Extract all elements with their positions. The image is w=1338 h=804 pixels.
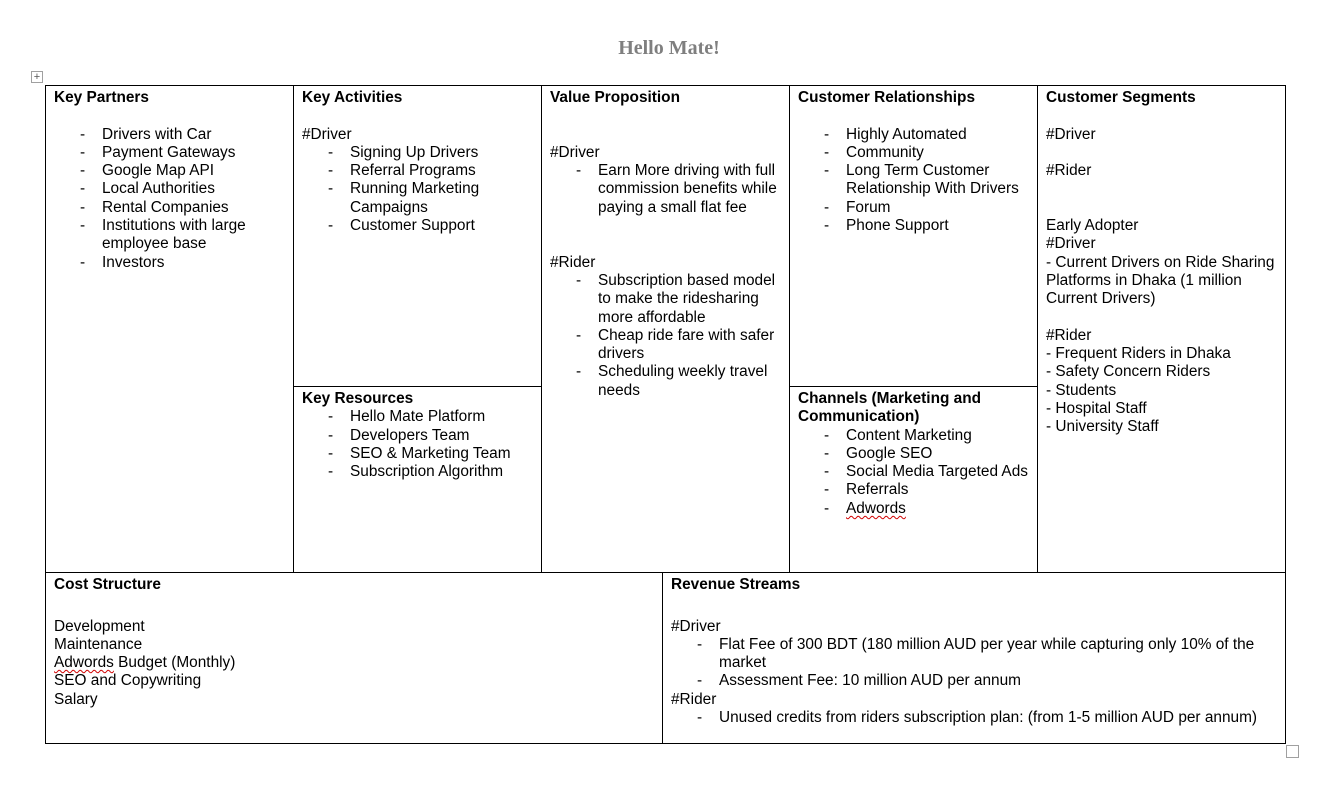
line-text: Early Adopter (1046, 217, 1139, 235)
list-item (302, 408, 535, 426)
line-text: Salary (54, 690, 98, 708)
line-text: Signing Up Drivers (350, 143, 479, 161)
list-item (550, 272, 783, 327)
line-text: Customer Support (350, 217, 475, 235)
list-item (798, 217, 1031, 235)
text-line (671, 618, 1279, 636)
cell-customer-relationships (789, 85, 1038, 387)
list-item (302, 144, 535, 162)
text-line (1046, 363, 1279, 381)
line-text: Earn More driving with full commission benefits while paying a small flat fee (598, 162, 777, 216)
line-text: #Rider (1046, 162, 1092, 180)
table-move-handle-icon[interactable]: + (31, 71, 43, 83)
line-text: SEO and Copywriting (54, 672, 202, 690)
text-line (1046, 126, 1279, 144)
list-item (798, 144, 1031, 162)
cell-customer-segments (1037, 85, 1286, 573)
cell-value-proposition (541, 85, 790, 573)
cell-heading: Key Activities (302, 89, 403, 106)
line-text: Maintenance (54, 635, 143, 653)
list-item (550, 162, 783, 217)
line-text: - Frequent Riders in Dhaka (1046, 345, 1231, 363)
list-item (54, 180, 287, 198)
text-line (54, 672, 656, 690)
text-rest: Budget (Monthly) (113, 654, 236, 672)
cell-heading: Revenue Streams (671, 576, 801, 593)
line-text: Rental Companies (102, 198, 229, 216)
cell-heading: Key Resources (302, 390, 414, 407)
list-item (798, 500, 1031, 518)
spelling-flagged-word: Adwords (54, 654, 114, 672)
line-text: - Hospital Staff (1046, 400, 1147, 418)
list-item (54, 254, 287, 272)
blank-line (1046, 199, 1279, 217)
line-text: Drivers with Car (102, 125, 212, 143)
cell-key-partners (45, 85, 294, 573)
cell-heading: Key Partners (54, 89, 149, 106)
line-text: Hello Mate Platform (350, 408, 486, 426)
text-line (302, 126, 535, 144)
document-title: Hello Mate! (618, 37, 720, 59)
list-item (302, 427, 535, 445)
list-item (302, 180, 535, 217)
list-item (302, 463, 535, 481)
line-text: Google Map API (102, 162, 215, 180)
text-line (1046, 382, 1279, 400)
text-line (1046, 345, 1279, 363)
list-item (54, 144, 287, 162)
list-item (798, 445, 1031, 463)
line-text: Running Marketing Campaigns (350, 180, 480, 216)
cell-cost-structure (45, 572, 663, 744)
blank-line (550, 235, 783, 253)
line-text: Social Media Targeted Ads (846, 463, 1028, 481)
list-item (798, 463, 1031, 481)
text-line (1046, 162, 1279, 180)
line-text: Cheap ride fare with safer drivers (598, 326, 775, 363)
text-line (54, 618, 656, 636)
line-text: Referral Programs (350, 162, 476, 180)
list-item (671, 672, 1279, 690)
blank-line (1046, 107, 1279, 125)
text-line (550, 144, 783, 162)
line-text: #Rider (1046, 326, 1092, 344)
list-item (54, 199, 287, 217)
cell-heading: Customer Relationships (798, 89, 976, 106)
line-text: - University Staff (1046, 418, 1159, 436)
line-text: SEO & Marketing Team (350, 444, 511, 462)
blank-line (1046, 309, 1279, 327)
list-item (54, 126, 287, 144)
text-line (1046, 400, 1279, 418)
list-item (671, 709, 1279, 727)
blank-line (54, 107, 287, 125)
blank-line (671, 599, 1279, 617)
cell-heading: Cost Structure (54, 576, 161, 593)
cell-key-resources (293, 386, 542, 573)
list-item (54, 217, 287, 254)
line-text: #Driver (1046, 125, 1096, 143)
cell-revenue-streams (662, 572, 1286, 744)
table-resize-handle[interactable] (1286, 745, 1299, 758)
blank-line (1046, 180, 1279, 198)
line-text: Forum (846, 198, 891, 216)
blank-line (550, 107, 783, 125)
blank-line (54, 599, 656, 617)
line-text: - Current Drivers on Ride Sharing Platforms in Dhaka (1 million Current Drivers) (1046, 253, 1275, 308)
blank-line (302, 107, 535, 125)
line-text: #Rider (671, 690, 717, 708)
text-line (54, 654, 656, 672)
text-line (1046, 418, 1279, 436)
cell-channels (789, 386, 1038, 573)
line-text: #Driver (302, 125, 352, 143)
line-text: Long Term Customer Relationship With Drivers (846, 162, 1019, 198)
cell-heading: Customer Segments (1046, 89, 1196, 106)
line-text: Adwords (846, 499, 906, 517)
text-line (1046, 235, 1279, 253)
line-text: Phone Support (846, 217, 949, 235)
line-text: - Students (1046, 381, 1117, 399)
cell-heading: Value Proposition (550, 89, 680, 106)
list-item (671, 636, 1279, 673)
line-text: Development (54, 617, 145, 635)
text-line (671, 691, 1279, 709)
cell-heading: Channels (Marketing and Communication) (798, 390, 982, 426)
list-item (550, 327, 783, 364)
list-item (550, 363, 783, 400)
line-text: Community (846, 143, 924, 161)
line-text: Referrals (846, 481, 909, 499)
text-line (550, 254, 783, 272)
line-text: Assessment Fee: 10 million AUD per annum (719, 672, 1021, 690)
line-text: Institutions with large employee base (102, 217, 246, 253)
line-text: Scheduling weekly travel needs (598, 363, 768, 399)
line-text: Unused credits from riders subscription plan: (from 1-5 million AUD per annum) (719, 709, 1258, 727)
line-text: Investors (102, 253, 165, 271)
blank-line (1046, 144, 1279, 162)
blank-line (550, 126, 783, 144)
text-line (1046, 254, 1279, 309)
blank-line (550, 217, 783, 235)
cell-key-activities (293, 85, 542, 387)
line-text: Local Authorities (102, 180, 215, 198)
text-line (54, 636, 656, 654)
line-text: Developers Team (350, 426, 470, 444)
line-text: #Rider (550, 253, 596, 271)
list-item (302, 445, 535, 463)
list-item (54, 162, 287, 180)
line-text: Google SEO (846, 444, 933, 462)
line-text: Flat Fee of 300 BDT (180 million AUD per year while capturing only 10% of the market (719, 635, 1255, 672)
list-item (302, 162, 535, 180)
list-item (798, 162, 1031, 199)
line-text: #Driver (1046, 235, 1096, 253)
list-item (302, 217, 535, 235)
line-text: Subscription based model to make the ridesharing more affordable (598, 271, 776, 326)
list-item (798, 427, 1031, 445)
blank-line (798, 107, 1031, 125)
list-item (798, 126, 1031, 144)
line-text: - Safety Concern Riders (1046, 363, 1211, 381)
list-item (798, 199, 1031, 217)
text-line (54, 691, 656, 709)
line-text: Content Marketing (846, 426, 972, 444)
line-text: #Driver (550, 143, 600, 161)
line-text: Subscription Algorithm (350, 463, 504, 481)
line-text: Payment Gateways (102, 143, 236, 161)
text-line (1046, 327, 1279, 345)
line-text: #Driver (671, 617, 721, 635)
list-item (798, 481, 1031, 499)
text-line (1046, 217, 1279, 235)
line-text: Highly Automated (846, 125, 967, 143)
